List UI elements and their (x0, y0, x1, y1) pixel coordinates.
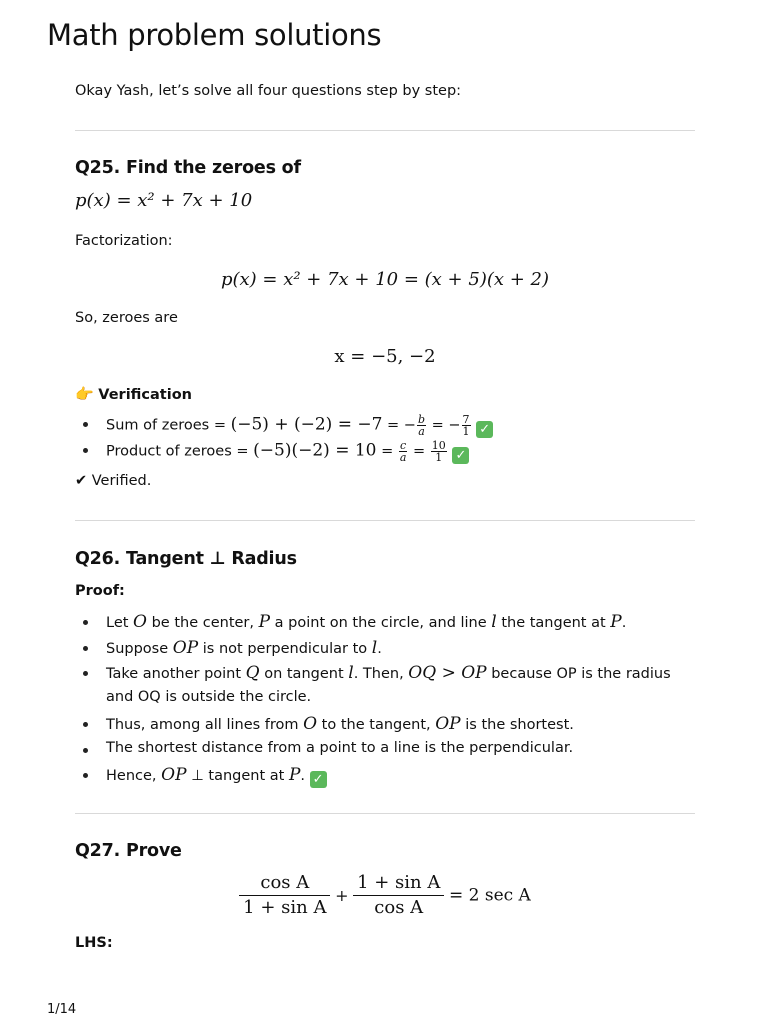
denominator: 1 (435, 451, 443, 464)
math-var: l (348, 663, 354, 683)
section-divider (75, 520, 695, 521)
check-mark-icon: ✓ (452, 447, 469, 464)
math-var: P (288, 765, 301, 785)
text: . (300, 768, 310, 784)
text: Suppose (106, 641, 173, 657)
fraction-10-over-1 (431, 440, 447, 463)
pointing-hand-icon: 👉 (75, 385, 94, 403)
check-mark-icon: ✓ (476, 421, 493, 438)
math-var: l (491, 612, 497, 632)
text: . Then, (353, 666, 409, 682)
numerator: 7 (462, 413, 470, 426)
product-mid: = (408, 443, 430, 460)
text: because OP is the radius (486, 666, 671, 682)
math-var: Q (245, 663, 260, 683)
page-title: Math problem solutions (47, 18, 382, 52)
q25-polynomial: p(x) = x² + 7x + 10 (75, 190, 253, 211)
check-mark-icon: ✓ (310, 771, 327, 788)
text: to the tangent, (317, 717, 436, 733)
right-hand-side: = 2 sec A (448, 885, 531, 906)
denominator: a (399, 451, 407, 464)
plus-sign: + (335, 886, 349, 905)
text: The shortest distance from a point to a line is the perpendicular. (106, 740, 574, 756)
section-divider (75, 130, 695, 131)
sum-expression: (−5) + (−2) = −7 (230, 414, 383, 435)
fraction-b-over-a (417, 414, 426, 437)
text: Let (106, 615, 134, 631)
product-label: Product of zeroes = (106, 443, 254, 460)
sum-mid: = − (427, 417, 461, 434)
text: on tangent (259, 666, 349, 682)
denominator: 1 + sin A (243, 897, 327, 918)
text: is not perpendicular to (198, 641, 372, 657)
math-var: OP (161, 765, 187, 785)
q25-zeroes-equation: x = −5, −2 (334, 346, 436, 367)
text: Hence, (106, 768, 162, 784)
numerator: cos A (239, 871, 330, 896)
proof-label: Proof: (75, 583, 125, 599)
product-expression: (−5)(−2) = 10 (253, 440, 377, 461)
math-var: O (303, 714, 318, 734)
math-var: P (610, 612, 622, 632)
verified-text: ✔ Verified. (75, 473, 152, 489)
lhs-label: LHS: (75, 935, 113, 951)
text: is the shortest. (460, 717, 574, 733)
page-number: 1/14 (47, 1002, 77, 1017)
section-divider (75, 813, 695, 814)
text: Take another point (106, 666, 246, 682)
text: . (377, 641, 382, 657)
text: be the center, (146, 615, 259, 631)
numerator: 10 (431, 439, 446, 452)
text: Thus, among all lines from (106, 717, 304, 733)
denominator: 1 (462, 425, 470, 438)
math-var: OP (435, 714, 461, 734)
text: a point on the circle, and line (270, 615, 492, 631)
numerator: c (400, 439, 407, 452)
denominator: cos A (374, 897, 424, 918)
q25-verification-heading (75, 385, 192, 403)
verification-label: Verification (98, 387, 192, 403)
numerator: b (417, 413, 426, 426)
text: the tangent at (496, 615, 611, 631)
q27-heading: Q27. Prove (75, 841, 182, 861)
sum-label: Sum of zeroes = (106, 417, 231, 434)
math-var: OP (172, 638, 199, 658)
q25-heading: Q25. Find the zeroes of (75, 158, 301, 178)
text: ⊥ tangent at (186, 768, 289, 784)
math-var: P (258, 612, 271, 632)
q25-factorization-label: Factorization: (75, 233, 173, 249)
fraction-7-over-1 (462, 414, 471, 437)
q25-zeroes-label: So, zeroes are (75, 310, 178, 326)
numerator: 1 + sin A (353, 871, 444, 896)
fraction-cos-over-1-plus-sin (239, 871, 330, 920)
q27-identity (75, 871, 695, 920)
q25-factor-equation: p(x) = x² + 7x + 10 = (x + 5)(x + 2) (220, 269, 550, 290)
q26-heading: Q26. Tangent ⊥ Radius (75, 549, 297, 569)
intro-text: Okay Yash, let’s solve all four questions step by step: (75, 83, 462, 99)
math-var: OQ > OP (408, 663, 487, 683)
sum-tail: = − (382, 417, 416, 434)
list-item-continuation: and OQ is outside the circle. (106, 689, 312, 705)
fraction-1-plus-sin-over-cos (353, 871, 444, 920)
math-var: l (371, 638, 378, 658)
fraction-c-over-a (399, 440, 408, 463)
denominator: a (418, 425, 425, 438)
text: . (621, 615, 627, 631)
product-tail: = (376, 443, 398, 460)
math-var: O (133, 612, 147, 632)
